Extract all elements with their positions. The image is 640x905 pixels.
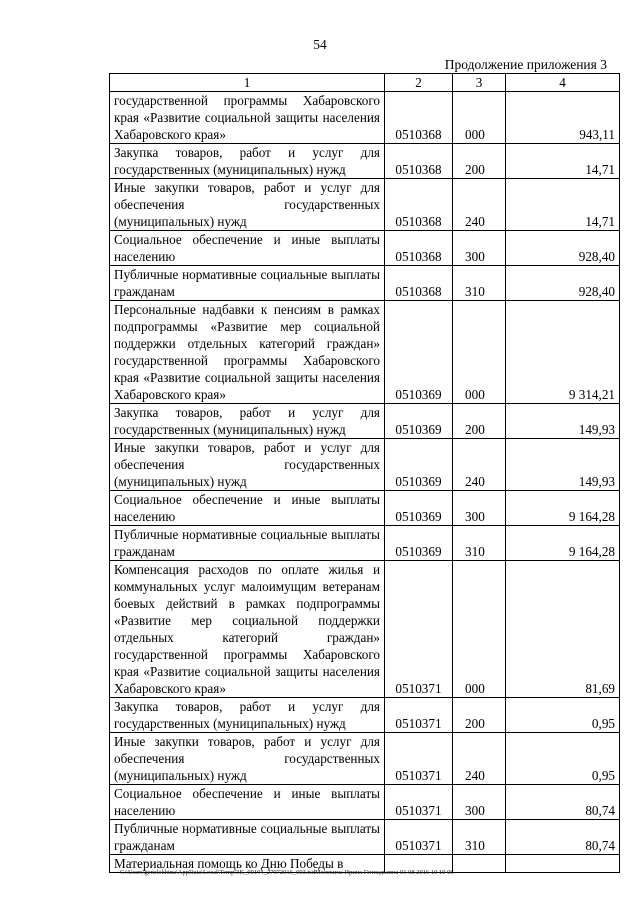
row-amount: 81,69 bbox=[506, 561, 620, 698]
header-col-4: 4 bbox=[506, 74, 620, 92]
row-amount: 80,74 bbox=[506, 785, 620, 820]
row-description: Иные закупки товаров, работ и услуг для обеспечения государственных (муниципальных) нужд bbox=[110, 733, 385, 785]
table-row bbox=[110, 561, 620, 698]
row-description: Социальное обеспечение и иные выплаты населению bbox=[110, 785, 385, 820]
row-description: Публичные нормативные социальные выплаты гражданам bbox=[110, 526, 385, 561]
row-target-code: 0510368 bbox=[385, 179, 453, 231]
table-row bbox=[110, 301, 620, 404]
table-row bbox=[110, 491, 620, 526]
row-target-code: 0510368 bbox=[385, 92, 453, 144]
row-target-code: 0510371 bbox=[385, 733, 453, 785]
row-description: Закупка товаров, работ и услуг для государственных (муниципальных) нужд bbox=[110, 698, 385, 733]
header-col-2: 2 bbox=[385, 74, 453, 92]
table-row bbox=[110, 733, 620, 785]
row-expense-group: 200 bbox=[453, 144, 506, 179]
table-row bbox=[110, 526, 620, 561]
row-expense-group: 300 bbox=[453, 231, 506, 266]
row-description: Иные закупки товаров, работ и услуг для обеспечения государственных (муниципальных) нужд bbox=[110, 179, 385, 231]
row-description: Персональные надбавки к пенсиям в рамках подпрограммы «Развитие мер социальной поддержки отдельных категорий граждан» государственной программы Хабаровского края «Развитие социальной защиты населения Хабаровского края» bbox=[110, 301, 385, 404]
table-row bbox=[110, 92, 620, 144]
table-row bbox=[110, 820, 620, 855]
row-expense-group: 310 bbox=[453, 820, 506, 855]
table-row bbox=[110, 144, 620, 179]
row-expense-group: 000 bbox=[453, 561, 506, 698]
row-amount: 14,71 bbox=[506, 179, 620, 231]
row-description: Публичные нормативные социальные выплаты гражданам bbox=[110, 820, 385, 855]
row-target-code: 0510371 bbox=[385, 561, 453, 698]
row-expense-group: 240 bbox=[453, 439, 506, 491]
row-target-code: 0510371 bbox=[385, 820, 453, 855]
row-target-code: 0510371 bbox=[385, 698, 453, 733]
table-row bbox=[110, 439, 620, 491]
row-expense-group: 240 bbox=[453, 733, 506, 785]
table-row bbox=[110, 785, 620, 820]
row-description: Социальное обеспечение и иные выплаты населению bbox=[110, 491, 385, 526]
row-description: Публичные нормативные социальные выплаты гражданам bbox=[110, 266, 385, 301]
row-expense-group: 000 bbox=[453, 301, 506, 404]
row-amount: 149,93 bbox=[506, 439, 620, 491]
table-body bbox=[110, 92, 620, 873]
table-row bbox=[110, 404, 620, 439]
row-amount: 928,40 bbox=[506, 266, 620, 301]
row-amount: 0,95 bbox=[506, 698, 620, 733]
row-amount: 0,95 bbox=[506, 733, 620, 785]
row-amount: 80,74 bbox=[506, 820, 620, 855]
row-target-code: 0510369 bbox=[385, 526, 453, 561]
row-target-code: 0510371 bbox=[385, 785, 453, 820]
row-amount: 9 164,28 bbox=[506, 491, 620, 526]
page-number: 54 bbox=[313, 37, 327, 52]
row-amount bbox=[506, 855, 620, 873]
row-amount: 9 314,21 bbox=[506, 301, 620, 404]
table-row bbox=[110, 231, 620, 266]
row-amount: 14,71 bbox=[506, 144, 620, 179]
row-amount: 149,93 bbox=[506, 404, 620, 439]
appendix-continuation-label: Продолжение приложения 3 bbox=[444, 57, 607, 72]
row-target-code: 0510368 bbox=[385, 266, 453, 301]
row-amount: 928,40 bbox=[506, 231, 620, 266]
table-row bbox=[110, 266, 620, 301]
file-path-footer: C:\Users\genelekhina\AppData\Local\Temp\3K_00194_27072016_003.tsdМелехина Ирина Геннадьевна 01 08 2016 10 19 06 bbox=[120, 869, 454, 876]
row-expense-group: 000 bbox=[453, 92, 506, 144]
row-description: государственной программы Хабаровского края «Развитие социальной защиты населения Хабаровского края» bbox=[110, 92, 385, 144]
row-expense-group: 240 bbox=[453, 179, 506, 231]
table-header-row bbox=[110, 74, 620, 92]
row-description: Материальная помощь ко Дню Победы в bbox=[110, 855, 385, 873]
row-target-code: 0510368 bbox=[385, 231, 453, 266]
row-expense-group: 300 bbox=[453, 491, 506, 526]
table-row bbox=[110, 698, 620, 733]
row-expense-group bbox=[453, 855, 506, 873]
row-target-code: 0510369 bbox=[385, 491, 453, 526]
row-amount: 943,11 bbox=[506, 92, 620, 144]
row-description: Компенсация расходов по оплате жилья и коммунальных услуг малоимущим ветеранам боевых действий в рамках подпрограммы «Развитие мер социальной поддержки отдельных категорий граждан» государственной программы Хабаровского края «Развитие социальной защиты населения Хабаровского края» bbox=[110, 561, 385, 698]
header-col-1: 1 bbox=[110, 74, 385, 92]
header-col-3: 3 bbox=[453, 74, 506, 92]
row-expense-group: 300 bbox=[453, 785, 506, 820]
row-target-code: 0510368 bbox=[385, 144, 453, 179]
row-target-code: 0510369 bbox=[385, 439, 453, 491]
budget-table bbox=[109, 73, 620, 873]
row-expense-group: 200 bbox=[453, 404, 506, 439]
row-expense-group: 200 bbox=[453, 698, 506, 733]
row-description: Иные закупки товаров, работ и услуг для обеспечения государственных (муниципальных) нужд bbox=[110, 439, 385, 491]
row-description: Закупка товаров, работ и услуг для государственных (муниципальных) нужд bbox=[110, 404, 385, 439]
row-target-code: 0510369 bbox=[385, 404, 453, 439]
row-description: Социальное обеспечение и иные выплаты населению bbox=[110, 231, 385, 266]
row-description: Закупка товаров, работ и услуг для государственных (муниципальных) нужд bbox=[110, 144, 385, 179]
row-target-code: 0510369 bbox=[385, 301, 453, 404]
row-amount: 9 164,28 bbox=[506, 526, 620, 561]
row-expense-group: 310 bbox=[453, 526, 506, 561]
row-expense-group: 310 bbox=[453, 266, 506, 301]
table-row bbox=[110, 179, 620, 231]
